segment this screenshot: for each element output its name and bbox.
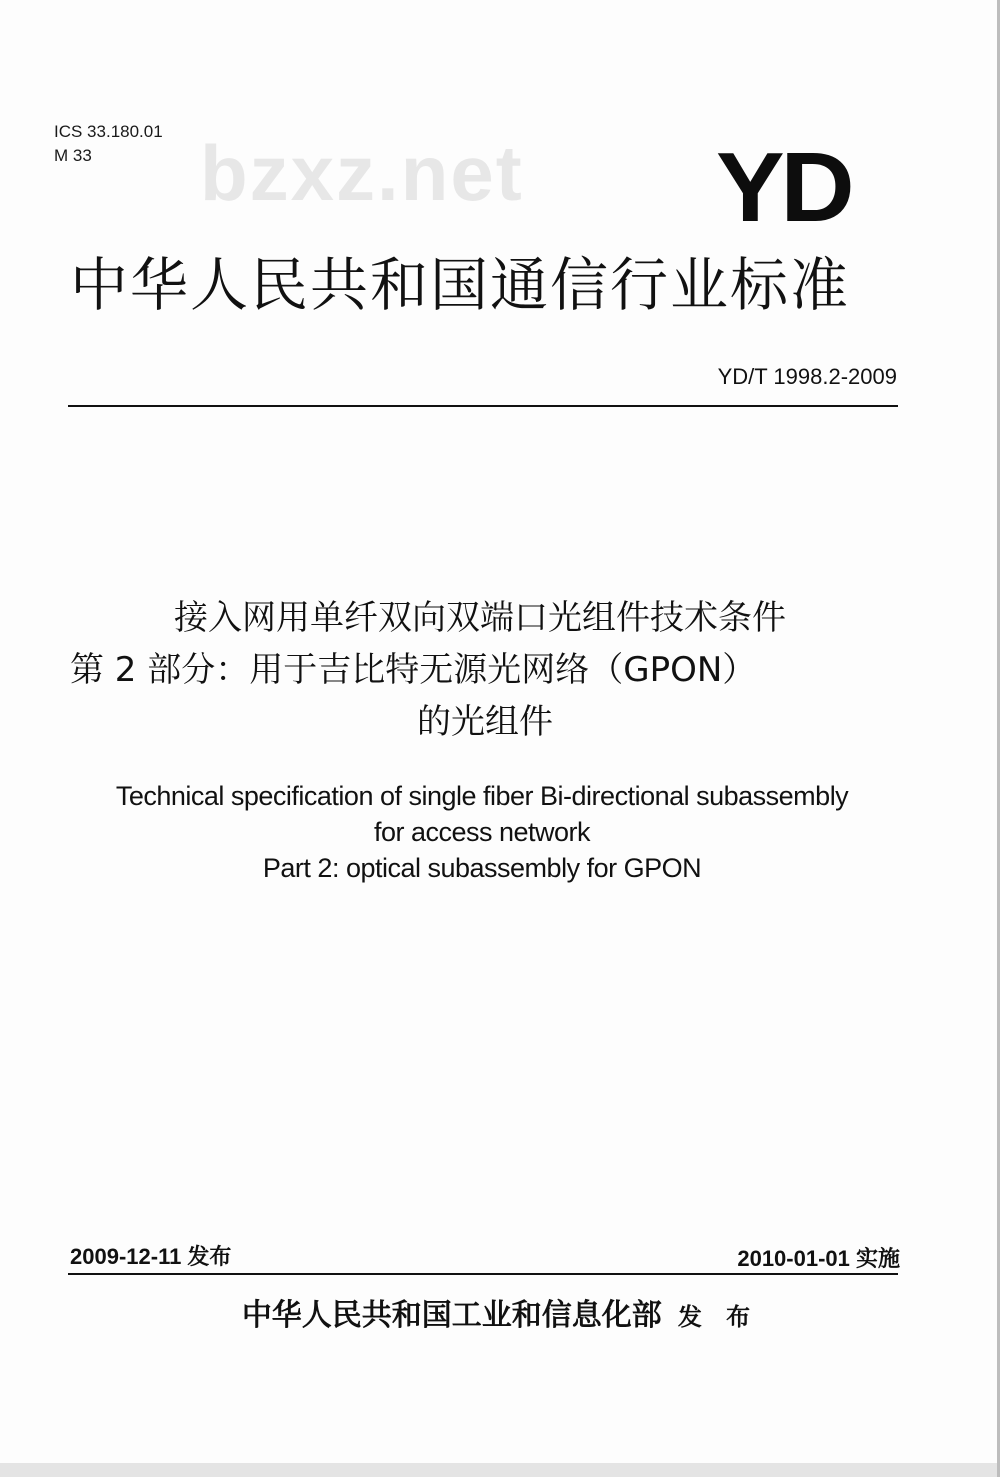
standard-number: YD/T 1998.2-2009 [717, 364, 897, 389]
scan-bottom-edge [0, 1463, 1000, 1477]
cn-title-line-3: 的光组件 [417, 702, 553, 742]
publisher-suffix: 发 布 [677, 1302, 759, 1331]
cn-title-line-2: 第 2 部分：用于吉比特无源光网络（GPON） [70, 650, 757, 690]
en-title-line-3: Part 2: optical subassembly for GPON [262, 853, 702, 883]
cn-title-line-1: 接入网用单纤双向双端口光组件技术条件 [174, 598, 786, 638]
issue-date: 2009-12-11 发布 [70, 1244, 232, 1269]
implementation-date: 2010-01-01 实施 [737, 1246, 900, 1271]
ics-code: ICS 33.180.01 [54, 122, 163, 141]
top-divider [68, 405, 898, 407]
en-title-line-2: for access network [373, 817, 591, 847]
watermark: bzxz.net [200, 129, 524, 217]
standard-category-title: 中华人民共和国通信行业标准 [70, 251, 851, 319]
classification-codes [54, 120, 163, 168]
chinese-document-title [0, 592, 1000, 748]
bottom-divider [68, 1273, 898, 1275]
english-document-title [0, 778, 1000, 886]
ccs-code: M 33 [54, 146, 92, 165]
yd-logo: YD [716, 132, 851, 242]
publisher [0, 1290, 1000, 1334]
en-title-line-1: Technical specification of single fiber Bi-directional subassembly [115, 781, 849, 811]
publisher-name: 中华人民共和国工业和信息化部 [241, 1298, 662, 1333]
